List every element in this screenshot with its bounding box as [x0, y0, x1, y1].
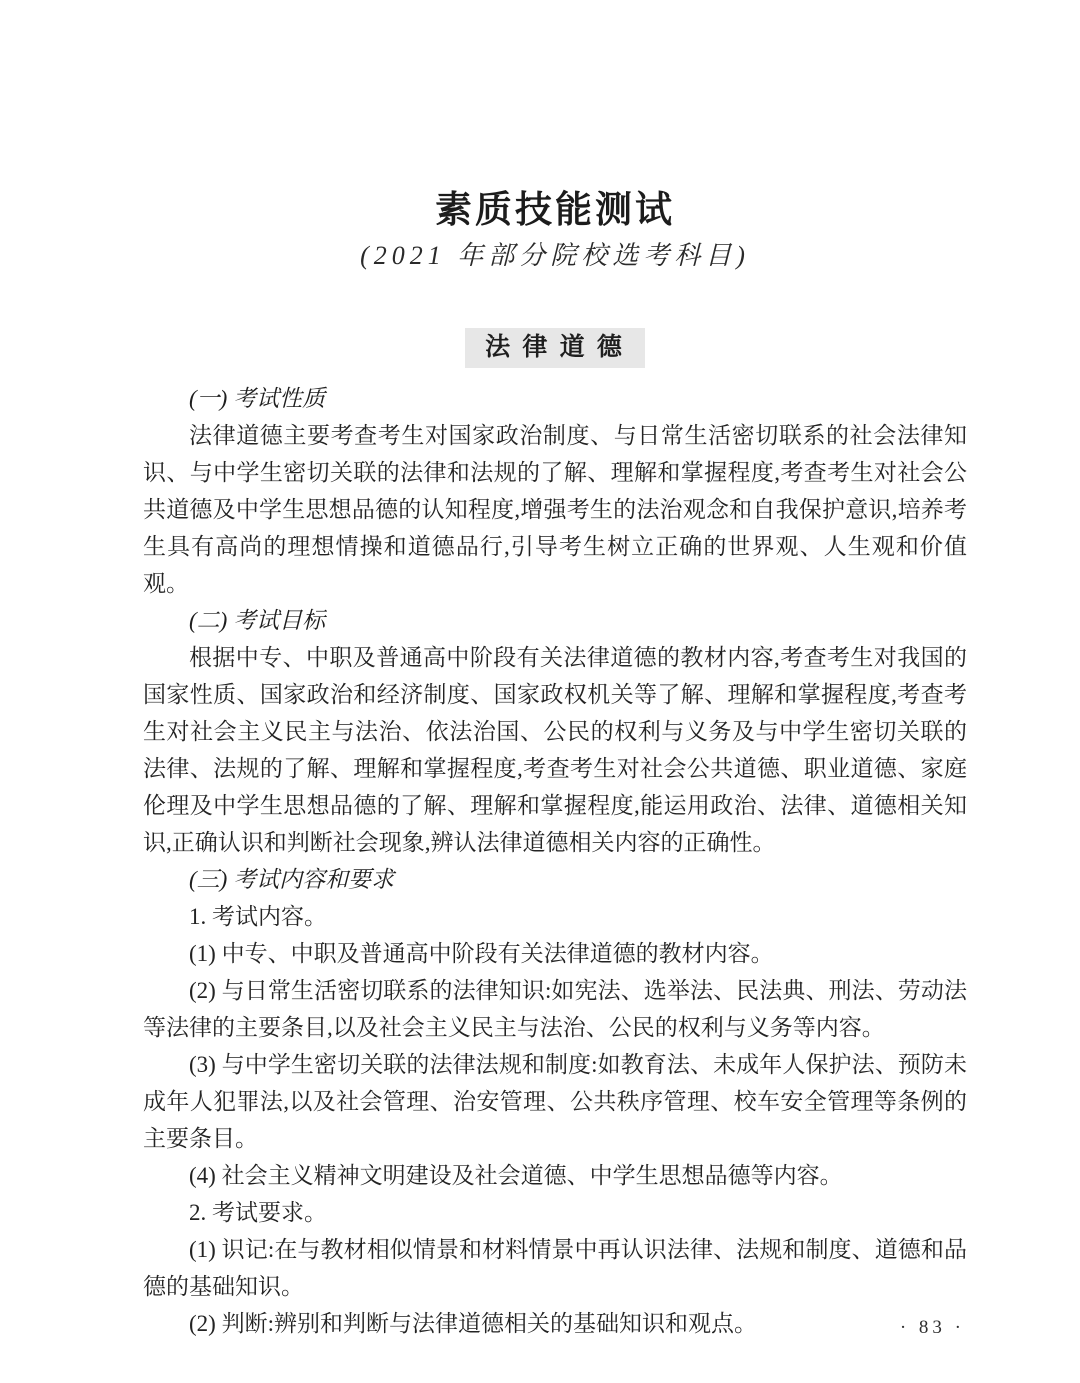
paragraph: (1) 中专、中职及普通高中阶段有关法律道德的教材内容。 [189, 941, 774, 966]
document-body [143, 380, 967, 1342]
paragraph: (2) 判断:辨别和判断与法律道德相关的基础知识和观点。 [189, 1311, 757, 1336]
paragraph: (2) 与日常生活密切联系的法律知识:如宪法、选举法、民法典、刑法、劳动法等法律的主要条目,以及社会主义民主与法治、公民的权利与义务等内容。 [143, 978, 967, 1040]
page-number: · 83 · [899, 1317, 965, 1338]
subject-banner-row [143, 328, 967, 368]
paragraph: 法律道德主要考查考生对国家政治制度、与日常生活密切联系的社会法律知识、与中学生密切关联的法律和法规的了解、理解和掌握程度,考查考生对社会公共道德及中学生思想品德的认知程度,增强考生的法治观念和自我保护意识,培养考生具有高尚的理想情操和道德品行,引导考生树立正确的世界观、人生观和价值观。 [143, 423, 967, 596]
paragraph: 根据中专、中职及普通高中阶段有关法律道德的教材内容,考查考生对我国的国家性质、国家政治和经济制度、国家政权机关等了解、理解和掌握程度,考查考生对社会主义民主与法治、依法治国、公民的权利与义务及与中学生密切关联的法律、法规的了解、理解和掌握程度,考查考生对社会公共道德、职业道德、家庭伦理及中学生思想品德的了解、理解和掌握程度,能运用政治、法律、道德相关知识,正确认识和判断社会现象,辨认法律道德相关内容的正确性。 [143, 645, 967, 855]
section-heading-exam-goal: (二) 考试目标 [189, 608, 326, 633]
section-heading-exam-content-requirements: (三) 考试内容和要求 [189, 867, 395, 892]
paragraph: 1. 考试内容。 [189, 904, 327, 929]
page-title: 素质技能测试 [435, 189, 675, 230]
paragraph: (4) 社会主义精神文明建设及社会道德、中学生思想品德等内容。 [189, 1163, 843, 1188]
page-subtitle: (2021 年部分院校选考科目) [360, 241, 750, 270]
paragraph: (3) 与中学生密切关联的法律法规和制度:如教育法、未成年人保护法、预防未成年人犯罪法,以及社会管理、治安管理、公共秩序管理、校车安全管理等条例的主要条目。 [143, 1052, 967, 1151]
paragraph: 2. 考试要求。 [189, 1200, 327, 1225]
subject-banner: 法 律 道 德 [465, 328, 645, 368]
section-heading-exam-nature: (一) 考试性质 [189, 386, 326, 411]
paragraph: (1) 识记:在与教材相似情景和材料情景中再认识法律、法规和制度、道德和品德的基础知识。 [143, 1237, 967, 1299]
page-content [143, 0, 967, 1342]
